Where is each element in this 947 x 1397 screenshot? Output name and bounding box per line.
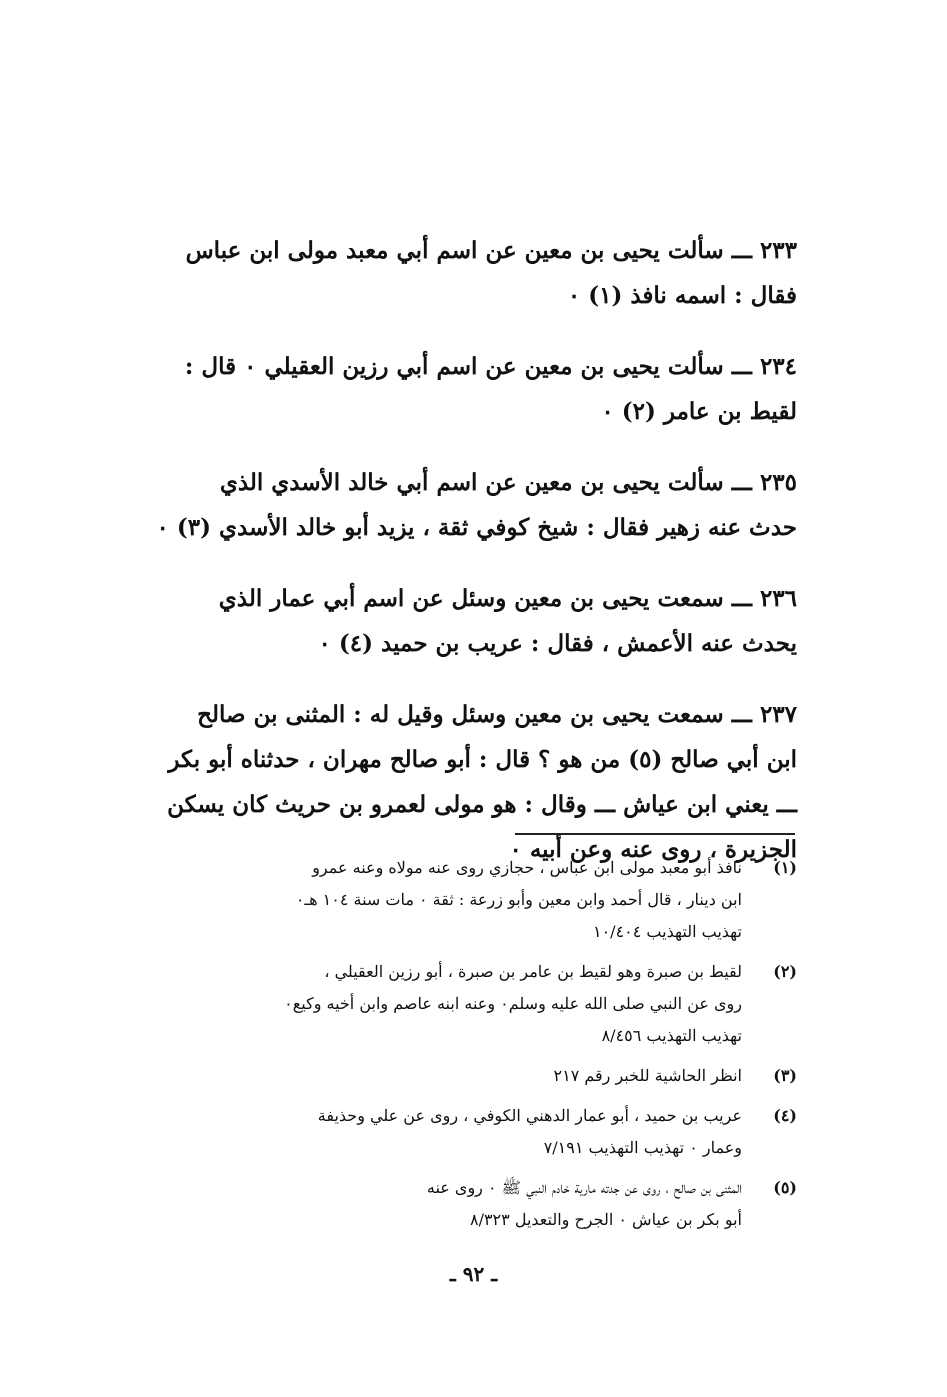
footnote-text xyxy=(147,1100,742,1164)
entry-line: ٢٣٤ ـــ سألت يحيى بن معين عن اسم أبي رزين العقيلي ٠ قال : xyxy=(184,353,797,380)
footnote-4 xyxy=(147,1100,797,1164)
footnote-line: روى عن النبي صلى الله عليه وسلم٠ وعنه ابنه عاصم وابن أخيه وكيع٠ xyxy=(284,994,742,1013)
entry-235 xyxy=(147,460,797,550)
footnote-text xyxy=(147,1060,742,1092)
entry-234 xyxy=(147,344,797,434)
footnote-line: وعمار ٠ تهذيب التهذيب ٧/١٩١ xyxy=(543,1138,742,1157)
footnote-2 xyxy=(147,956,797,1052)
footnote-number: (٢) xyxy=(773,962,797,981)
footnote-number: (١) xyxy=(773,858,797,877)
footnote-separator xyxy=(515,833,795,835)
footnote-number: (٤) xyxy=(773,1106,797,1125)
entry-line: ـــ يعني ابن عياش ـــ وقال : هو مولى لعمرو بن حريث كان يسكن xyxy=(167,791,797,818)
entry-line: ٢٣٣ ـــ سألت يحيى بن معين عن اسم أبي معبد مولى ابن عباس xyxy=(185,237,797,264)
footnote-number: (٥) xyxy=(773,1178,797,1197)
footnote-text xyxy=(147,956,742,1052)
entry-line: ٢٣٦ ـــ سمعت يحيى بن معين وسئل عن اسم أبي عمار الذي xyxy=(218,585,797,612)
entry-line: يحدث عنه الأعمش ، فقال : عريب بن حميد (٤) ٠ xyxy=(318,630,797,657)
footnote-line: تهذيب التهذيب ١٠/٤٠٤ xyxy=(592,922,742,941)
footnote-line: أبو بكر بن عياش ٠ الجرح والتعديل ٨/٣٢٣ xyxy=(469,1210,742,1229)
entry-236 xyxy=(147,576,797,666)
footnote-line: المثنى بن صالح ، روى عن جدته مارية خادم النبي ﷺ ٠ روى عنه xyxy=(426,1178,742,1197)
entry-233 xyxy=(147,228,797,318)
entry-237 xyxy=(147,692,797,872)
footnote-line: تهذيب التهذيب ٨/٤٥٦ xyxy=(601,1026,742,1045)
footnote-text xyxy=(147,1172,742,1236)
entry-line: الجزيرة ، روى عنه وعن أبيه ٠ xyxy=(509,836,797,863)
footnote-text xyxy=(147,852,742,948)
footnote-line: انظر الحاشية للخبر رقم ٢١٧ xyxy=(553,1066,742,1085)
entry-line: فقال : اسمه نافذ (١) ٠ xyxy=(567,282,797,309)
footnote-line: ابن دينار ، قال أحمد وابن معين وأبو زرعة : ثقة ٠ مات سنة ١٠٤ هـ٠ xyxy=(295,890,742,909)
footnote-line: نافذ أبو معبد مولى ابن عباس ، حجازي روى عنه مولاه وعنه عمرو xyxy=(312,858,742,877)
entry-line: ابن أبي صالح (٥) من هو ؟ قال : أبو صالح مهران ، حدثناه أبو بكر xyxy=(168,746,797,773)
footnote-5 xyxy=(147,1172,797,1236)
entry-line: ٢٣٥ ـــ سألت يحيى بن معين عن اسم أبي خالد الأسدي الذي xyxy=(219,469,797,496)
entry-line: لقيط بن عامر (٢) ٠ xyxy=(601,398,797,425)
main-text xyxy=(147,228,797,898)
footnote-line: لقيط بن صبرة وهو لقيط بن عامر بن صبرة ، أبو رزين العقيلي ، xyxy=(324,962,742,981)
footnote-3 xyxy=(147,1060,797,1092)
footnotes xyxy=(147,852,797,1244)
entry-line: حدث عنه زهير فقال : شيخ كوفي ثقة ، يزيد أبو خالد الأسدي (٣) ٠ xyxy=(156,514,797,541)
page-number: ـ ٩٢ ـ xyxy=(449,1262,498,1286)
footnote-line: عريب بن حميد ، أبو عمار الدهني الكوفي ، روى عن علي وحذيفة xyxy=(317,1106,742,1125)
footnote-number: (٣) xyxy=(773,1066,797,1085)
entry-line: ٢٣٧ ـــ سمعت يحيى بن معين وسئل وقيل له : المثنى بن صالح xyxy=(197,701,797,728)
footnote-1 xyxy=(147,852,797,948)
